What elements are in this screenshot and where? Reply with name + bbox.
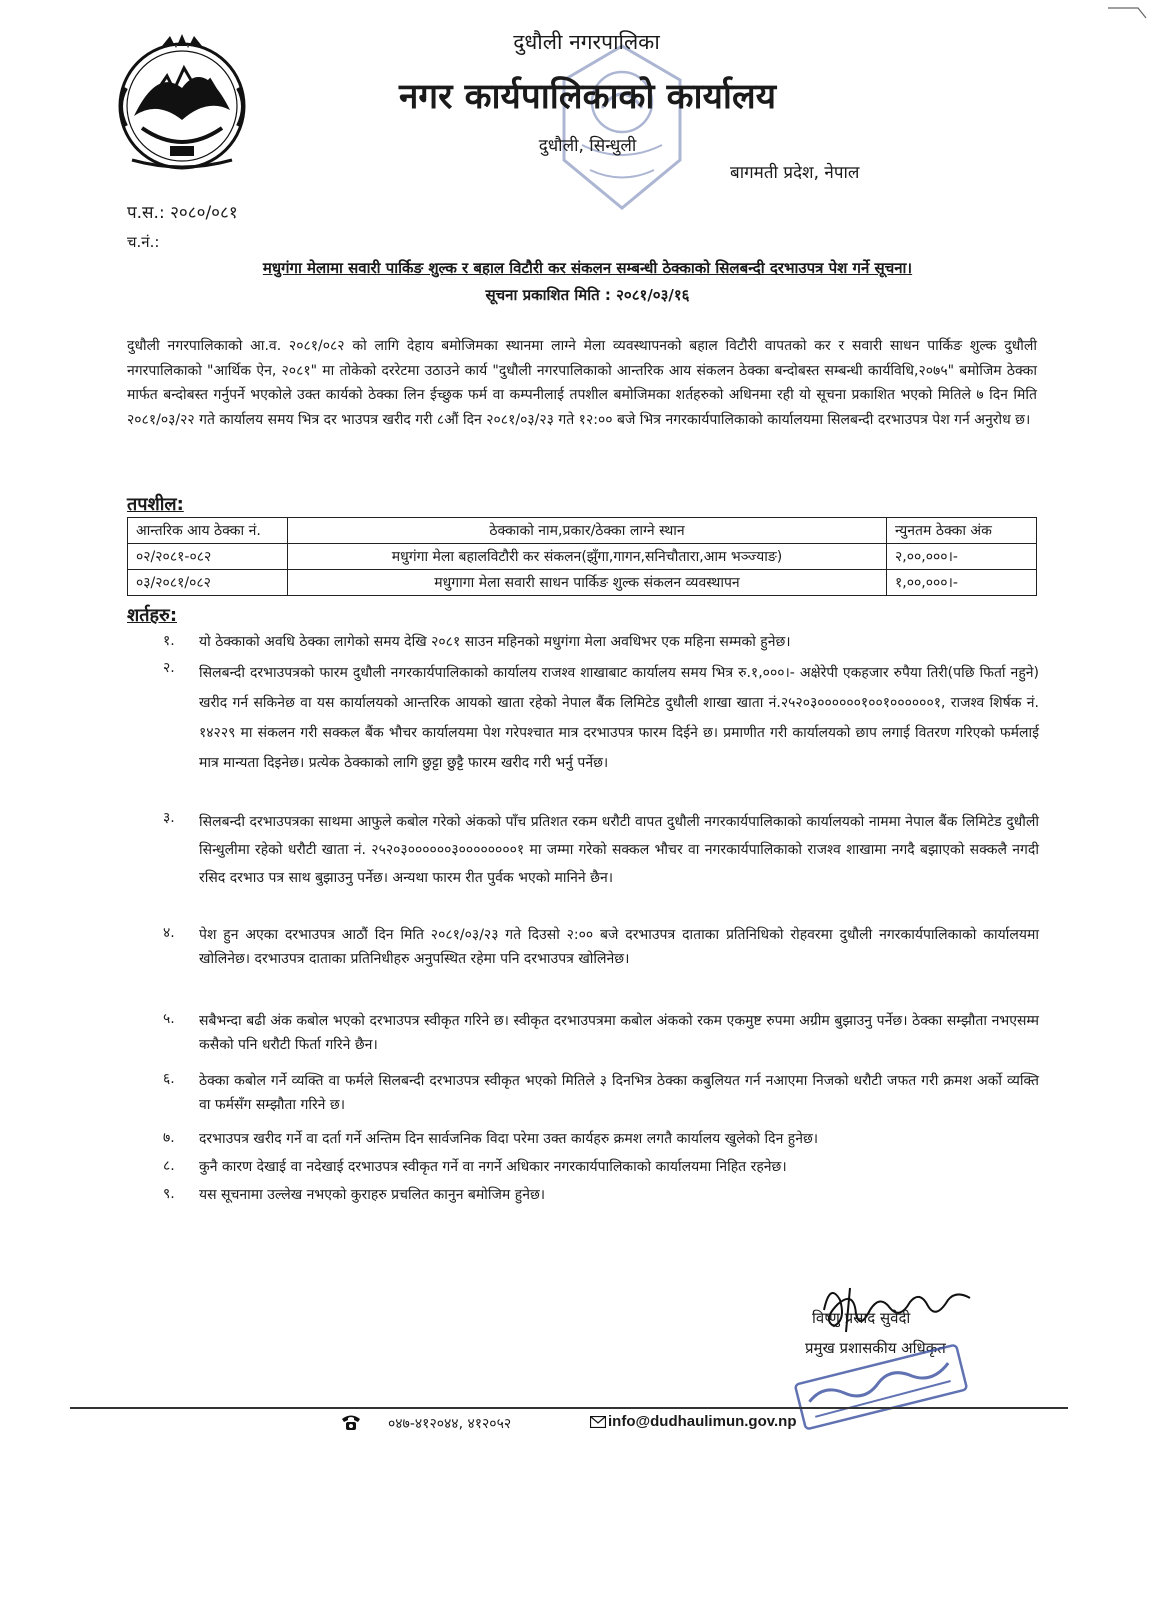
footer-email[interactable]: info@dudhaulimun.gov.np	[608, 1413, 797, 1430]
footer-divider	[70, 1407, 1068, 1409]
term-text: सिलबन्दी दरभाउपत्रका साथमा आफुले कबोल गरेको अंकको पाँच प्रतिशत रकम धरौटी वापत दुधौली नगरकार्यपालिकाको कार्यालयको नाममा नेपाल बैंक लिमिटेड दुधौली सिन्धुलीमा रहेको धरौटी खाता नं. २५२०३००००००३००००००००१ मा जम्मा गरेको सक्कल भौचर वा नगरकार्यपालिकाको राजश्व शाखामा नगदै बझाएको सक्कलै नगदी रसिद दरभाउ पत्र साथ बुझाउनु पर्नेछ। अन्यथा फारम रीत पुर्वक भएको मानिने छैन।	[199, 814, 1039, 886]
term-number: ३.	[163, 810, 175, 826]
term-text: ठेक्का कबोल गर्ने व्यक्ति वा फर्मले सिलबन्दी दरभाउपत्र स्वीकृत भएको मितिले ३ दिनभित्र ठेक्का कबुलियत गर्न नआएमा निजको धरौटी जफत गरी क्रमश अर्को व्यक्ति वा फर्मसँग सम्झौता गरिने छ।	[199, 1073, 1039, 1113]
notice-body-paragraph: दुधौली नगरपालिकाको आ.व. २०८१/०८२ को लागि देहाय बमोजिमका स्थानमा लाग्ने मेला व्यवस्थापनको बहाल विटौरी वापतको कर र सवारी साधन पार्किङ शुल्क दुधौली नगरपालिकाको "आर्थिक ऐन, २०८१" मा तोकेको दररेटमा उठाउने कार्य "दुधौली नगरपालिकाको आन्तरिक आय संकलन ठेक्का बन्दोबस्त सम्बन्धी कार्यविधि,२०७५" बमोजिम ठेक्का मार्फत बन्दोबस्त गर्नुपर्ने भएकोले उक्त कार्यको ठेक्का लिन ईच्छुक फर्म वा कम्पनीलाई तपशील बमोजिमका शर्तहरुको अधिनमा रही यो सूचना प्रकाशित भएको मितिले ७ दिन मिति २०८१/०३/२२ गते कार्यालय समय भित्र दर भाउपत्र खरीद गरी ८औं दिन २०८१/०३/२३ गते १२:०० बजे भित्र नगरकार्यपालिकाको कार्यालयमा सिलबन्दी दरभाउपत्र पेश गर्न अनुरोध छ।	[127, 338, 1037, 428]
province-label: बागमती प्रदेश, नेपाल	[730, 163, 860, 183]
office-location: दुधौली, सिन्धुली	[538, 136, 637, 156]
terms-heading: शर्तहरु:	[127, 605, 178, 626]
column-header: आन्तरिक आय ठेक्का नं.	[128, 518, 288, 544]
term-text: यो ठेक्काको अवधि ठेक्का लागेको समय देखि २०८१ साउन महिनको मधुगंगा मेला अवधिभर एक महिना सम्मको हुनेछ।	[199, 634, 791, 650]
table-row	[128, 544, 1037, 570]
contract-details-table	[127, 517, 1037, 596]
letter-reference-number: प.स.: २०८०/०८१	[127, 203, 238, 223]
column-header: न्युनतम ठेक्का अंक	[887, 518, 1037, 544]
signer-title: प्रमुख प्रशासकीय अधिकृत	[805, 1339, 946, 1357]
term-number: ७.	[163, 1130, 175, 1146]
term-number: ४.	[163, 925, 175, 941]
column-header: ठेक्काको नाम,प्रकार/ठेक्का लाग्ने स्थान	[288, 518, 887, 544]
term-text: दरभाउपत्र खरीद गर्ने वा दर्ता गर्ने अन्तिम दिन सार्वजनिक विदा परेमा उक्त कार्यहरु क्रमश लगतै कार्यालय खुलेको दिन हुनेछ।	[199, 1131, 819, 1147]
term-number: ८.	[163, 1158, 175, 1174]
dispatch-number: च.नं.:	[127, 233, 160, 251]
term-text: सबैभन्दा बढी अंक कबोल भएको दरभाउपत्र स्वीकृत गरिने छ। स्वीकृत दरभाउपत्रमा कबोल अंकको रकम एकमुष्ट रुपमा अग्रीम बुझाउनु पर्नेछ। ठेक्का सम्झौता नभएसम्म कसैको पनि धरौटी फिर्ता गरिने छैन।	[199, 1013, 1039, 1053]
phone-icon	[340, 1413, 362, 1431]
term-number: ९.	[163, 1186, 175, 1202]
term-number: १.	[163, 633, 175, 649]
table-header-row	[128, 518, 1037, 544]
term-text: यस सूचनामा उल्लेख नभएको कुराहरु प्रचलित कानुन बमोजिम हुनेछ।	[199, 1187, 546, 1203]
contract-name-cell: मधुगंगा मेला बहालविटौरी कर संकलन(झुँगा,गागन,सनिचौतारा,आम भञ्ज्याङ)	[288, 544, 887, 570]
signer-name: विष्णु प्रसाद सुवेदी	[812, 1309, 911, 1327]
contract-number-cell: ०२/२०८१-०८२	[128, 544, 288, 570]
minimum-amount-cell: १,००,०००।-	[887, 570, 1037, 596]
footer-phone-numbers: ०४७-४१२०४४, ४१२०५२	[388, 1416, 512, 1432]
publish-date: सूचना प्रकाशित मिति : २०८१/०३/१६	[485, 286, 690, 304]
term-number: ५.	[163, 1011, 175, 1027]
envelope-icon	[590, 1416, 606, 1428]
term-text: कुनै कारण देखाई वा नदेखाई दरभाउपत्र स्वीकृत गर्ने वा नगर्ने अधिकार नगरकार्यपालिकाको कार्यालयमा निहित रहनेछ।	[199, 1159, 787, 1175]
contract-number-cell: ०३/२०८१/०८२	[128, 570, 288, 596]
minimum-amount-cell: २,००,०००।-	[887, 544, 1037, 570]
contract-name-cell: मधुगागा मेला सवारी साधन पार्किङ शुल्क संकलन व्यवस्थापन	[288, 570, 887, 596]
scan-corner-mark	[1108, 6, 1148, 20]
term-number: २.	[163, 660, 175, 676]
office-title: नगर कार्यपालिकाको कार्यालय	[398, 77, 777, 117]
details-heading: तपशील:	[127, 494, 184, 515]
office-round-stamp	[552, 40, 692, 215]
term-text: सिलबन्दी दरभाउपत्रको फारम दुधौली नगरकार्यपालिकाको कार्यालय राजश्व शाखाबाट कार्यालय समय भित्र रु.१,०००।- अक्षेरेपी एकहजार रुपैया तिरी(पछि फिर्ता नहुने) खरीद गर्न सकिनेछ वा यस कार्यालयको आन्तरिक आयको खाता रहेको नेपाल बैंक लिमिटेड दुधौली शाखा खाता नं.२५२०३००००००१००१००००००१, राजश्व शिर्षक नं. १४२२९ मा संकलन गरी सक्कल बैंक भौचर कार्यालयमा पेश गरेपश्चात मात्र दरभाउपत्र फारम दिईने छ। प्रमाणीत गरी कार्यालयको छाप लगाई वितरण गरिएको फर्मलाई मात्र मान्यता दिइनेछ। प्रत्येक ठेक्काको लागि छुट्टा छुट्टै फारम खरीद गरी भर्नु पर्नेछ।	[199, 665, 1039, 771]
term-number: ६.	[163, 1071, 175, 1087]
municipality-name: दुधौली नगरपालिका	[513, 30, 660, 54]
notice-title: मधुगंगा मेलामा सवारी पार्किङ शुल्क र बहाल विटौरी कर संकलन सम्बन्धी ठेक्काको सिलबन्दी दरभाउपत्र पेश गर्ने सूचना।	[262, 259, 913, 277]
table-row	[128, 570, 1037, 596]
term-text: पेश हुन अएका दरभाउपत्र आठौं दिन मिति २०८१/०३/२३ गते दिउसो २:०० बजे दरभाउपत्र दाताका प्रतिनिधिको रोहवरमा दुधौली नगरकार्यपालिकाको कार्यालयमा खोलिनेछ। दरभाउपत्र दाताका प्रतिनिधीहरु अनुपस्थित रहेमा पनि दरभाउपत्र खोलिनेछ।	[199, 927, 1039, 967]
